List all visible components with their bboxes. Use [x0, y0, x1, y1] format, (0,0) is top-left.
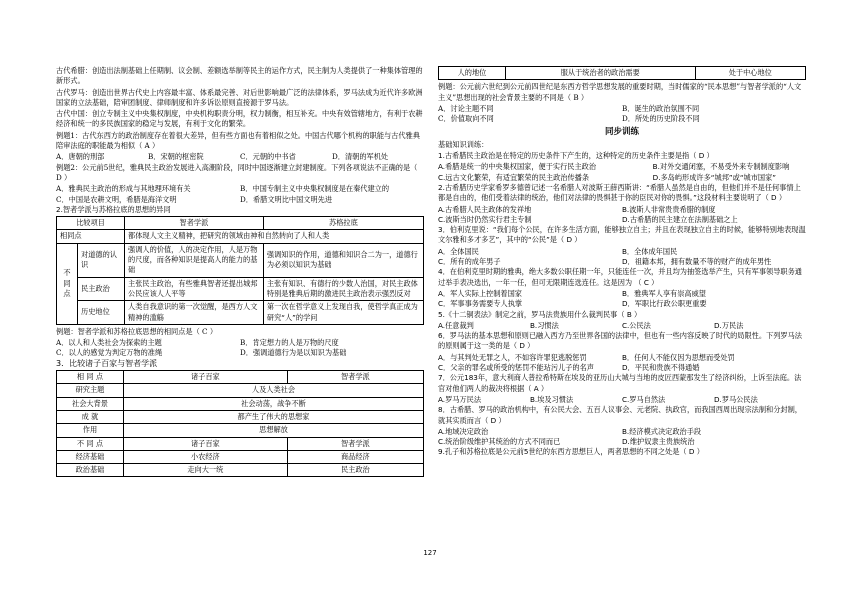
table-row — [57, 464, 424, 477]
table-cell: 人及人类社会 — [124, 384, 424, 397]
option: A.希腊是统一的中央集权国家，便于实行民主政治 — [438, 162, 597, 172]
option: D．祖籍本邦，拥有数量不等的财产的成年男性 — [622, 257, 772, 267]
comparison-table-sophists-socrates — [56, 216, 424, 325]
table-cell: 民主政治 — [78, 277, 125, 301]
question-8-options-b — [438, 437, 806, 447]
table-cell: 第一次在哲学意义上发现自我，使哲学真正成为研究“人”的学问 — [263, 301, 423, 325]
option: A.任意裁判 — [438, 320, 474, 330]
question-1-options-a — [438, 162, 806, 172]
table-cell: 智者学派 — [287, 437, 423, 450]
paragraph-rome: 古代罗马：创造出世界古代史上内容最丰富、体系最完善、对后世影响最广泛的法律体系，罗马法成为近代许多欧洲国家的立法基础，陪审团制度、律师制度和许多诉讼原则直接源于罗马法。 — [56, 87, 423, 107]
option: D.多岛屿形成许多“城邦”或“城市国家” — [652, 172, 777, 182]
option: D.维护奴隶主贵族统治 — [622, 437, 695, 447]
table-cell: 小农经济 — [124, 450, 288, 463]
table-cell: 经济基础 — [57, 450, 124, 463]
option: B．雅典军人享有崇高威望 — [622, 288, 706, 298]
option: A.古希腊人民主政体的发祥地 — [438, 204, 532, 214]
question-6-options-b — [438, 363, 806, 373]
table-cell: 成 就 — [57, 410, 124, 423]
table-header-row — [57, 217, 424, 230]
table-row — [439, 67, 806, 80]
option: C．军事事务需要专人执掌 — [438, 299, 523, 309]
question-8: 8．古希腊、罗马的政治机构中，有公民大会、五百人议事会、元老院、执政官，而我国西周出现宗法制和分封制，就其实质而言（ D ） — [438, 405, 802, 425]
option: D.罗马公民法 — [714, 394, 758, 404]
question-5: 5.《十二铜表法》制定之前，罗马法贵族用什么裁判民事（ B ） — [438, 309, 642, 319]
question-3: 3．伯利克里说：“我们每个公民，在许多生活方面，能够独立自主；并且在表现独立自主的时候，能够特别地表现温文尔雅和多才多艺”，其中的“公民”是（ D ） — [438, 225, 806, 245]
example-4: 例题：公元前六世纪到公元前四世纪是东西方哲学思想发展的重要时期，当时儒家的“民本思想”与智者学派的“人文主义”思想出现的社会背景主要的不同是（ B ） — [438, 82, 802, 102]
table-cell: 作用 — [57, 424, 124, 437]
example-1: 例题1：古代东西方的政治制度存在着很大差异，但有些方面也有着相似之处。中国古代哪个机构的职能与古代雅典陪审法庭的职能最为相似（ A ） — [56, 130, 420, 151]
left-column — [56, 66, 424, 477]
option: B.对外交通闭塞，不易受外来专制制度影响 — [652, 162, 790, 172]
table-header: 苏格拉底 — [263, 217, 423, 230]
option: B．肯定想力的人是万物的尺度 — [240, 338, 339, 348]
section-2-title: 2.智者学派与苏格拉底的思想的异同 — [56, 204, 171, 214]
table-cell: 社会大背景 — [57, 397, 124, 410]
option: A．与其判处无罪之人，不如容许罪犯逃脱惩罚 — [438, 352, 587, 362]
option: D．平民和贵族不得通婚 — [622, 363, 700, 373]
option: D．清朝的军机处 — [332, 152, 389, 162]
question-1-options-b — [438, 173, 806, 183]
table-cell: 研究主题 — [57, 384, 124, 397]
question-6: 6．罗马法的基本思想和原则已融入西方乃至世界各国的法律中，但也有一些内容反映了时代的局限性。下列罗马法的原则属于这一类的是（ D ） — [438, 331, 802, 351]
option: B.习惯法 — [530, 320, 559, 330]
question-8-options-a — [438, 427, 806, 437]
table-header: 智者学派 — [287, 371, 423, 384]
question-3-options-b — [438, 257, 806, 267]
sync-training-title: 同步训练 — [604, 127, 639, 138]
table-cell: 不同点 — [57, 243, 78, 324]
table-header: 相 同 点 — [57, 371, 124, 384]
table-cell: 人类自我意识的第一次觉醒，是西方人文精神的滥觞 — [125, 301, 264, 325]
table-row — [57, 437, 424, 450]
table-row — [57, 397, 424, 410]
table-cell: 政治基础 — [57, 464, 124, 477]
basic-training-title: 基础知识训练： — [438, 139, 489, 149]
table-row — [57, 450, 424, 463]
table-cell: 强调人的价值，人的决定作用，人是万物的尺度，而各种知识是提高人的能力的基础 — [125, 243, 264, 277]
continued-table-row — [438, 66, 806, 80]
table-cell: 对道德的认识 — [78, 243, 125, 277]
option: B．中国专制主义中央集权制度是在秦代建立的 — [240, 184, 390, 194]
option: C.罗马自然法 — [622, 394, 666, 404]
question-4: 4．在伯利克里时期的雅典，绝大多数公职任期一年，只能连任一次，并且均为抽签选举产生，只有军事领导职务通过举手表决选出，一年一任，但可无限期连选连任。这是因为 （ C ） — [438, 267, 802, 287]
table-cell: 诸子百家 — [124, 437, 288, 450]
option: D.万民法 — [714, 320, 744, 330]
option: A．雅典民主政治的形成与其地理环境有关 — [56, 184, 191, 194]
option: B.波斯人非常贵贵希腊的制度 — [622, 204, 716, 214]
option: A．全体国民 — [438, 246, 479, 256]
option: B．全体成年国民 — [622, 246, 678, 256]
example-3-options-a — [56, 338, 424, 348]
option: C．所有的成年男子 — [438, 257, 501, 267]
section-3-title: 3．比较诸子百家与智者学派 — [56, 358, 158, 368]
table-cell: 商品经济 — [287, 450, 423, 463]
option: A.地域决定政治 — [438, 426, 489, 436]
example-4-options-b — [438, 114, 806, 124]
example-3-options-b — [56, 348, 424, 358]
table-cell: 社会动荡，战争不断 — [124, 397, 424, 410]
option: B．宋朝的枢密院 — [148, 152, 204, 162]
question-3-options-a — [438, 247, 806, 257]
table-cell: 民主政治 — [287, 464, 423, 477]
table-row — [57, 230, 424, 243]
table-cell: 处于中心地位 — [695, 67, 805, 80]
example-1-options — [56, 152, 424, 162]
option: B.埃及习惯法 — [530, 394, 574, 404]
option: A．唐朝的刑部 — [56, 152, 105, 162]
option: C．以人的感觉为判定万物的准绳 — [56, 348, 163, 358]
option: A．军人实际上控制着国家 — [438, 288, 522, 298]
option: A．讨论主题不同 — [438, 103, 494, 113]
table-header: 诸子百家 — [124, 371, 288, 384]
table-cell: 服从于统治者的政治需要 — [506, 67, 696, 80]
option: C.公民法 — [622, 320, 651, 330]
table-cell: 强调知识的作用，道德和知识合二为一，道德行为必须以知识为基础 — [263, 243, 423, 277]
comparison-table-schools-sophists — [56, 370, 424, 477]
question-1: 1.古希腊民主政治是在特定的历史条件下产生的，这种特定的历史条件主要是指（ D ） — [438, 151, 714, 161]
option: B.经济模式决定政治手段 — [622, 426, 702, 436]
table-cell: 走向大一统 — [124, 464, 288, 477]
question-4-options-b — [438, 299, 806, 309]
question-6-options-a — [438, 353, 806, 363]
option: C．中国是农耕文明，希腊是海洋文明 — [56, 194, 177, 204]
question-2: 2.古希腊历史学家希罗多德曾记述一名希腊人对波斯王薛西斯讲：“希腊人虽然是自由的，但他们并不是任何事情上都是自由的，他们受着法律的统治，他们对法律的畏惧甚于你的臣民对你的畏惧。”这段材料主要说明了（ D ） — [438, 182, 801, 203]
question-7-options — [438, 395, 806, 405]
paragraph-china: 古代中国：创立专制主义中央集权制度，中央机构职责分明，权力制衡，相互补充。中央有效管辖地方，有利于农耕经济和统一的多民族国家的稳定与发展，有利于文化的繁荣。 — [56, 109, 423, 129]
option: A．以人和人类社会为探索的主题 — [56, 338, 162, 348]
option: C．父亲的罪名或所受的惩罚不能玷污儿子的名声 — [438, 363, 594, 373]
option: C.波斯当时仍然实行君主专制 — [438, 214, 532, 224]
table-header: 比较项目 — [57, 217, 125, 230]
table-row — [57, 277, 424, 301]
table-cell: 都产生了伟大的思想家 — [124, 410, 424, 423]
table-row — [57, 301, 424, 325]
table-row — [57, 424, 424, 437]
option: C．价值取向不同 — [438, 114, 494, 124]
question-9: 9.孔子和苏格拉底是公元前5世纪的东西方思想巨人，两者思想的不同之处是（ D ） — [438, 447, 704, 457]
table-row — [57, 384, 424, 397]
option: D．希腊文明比中国文明先进 — [240, 194, 333, 204]
table-cell: 都体现人文主义精神，把研究的领域由神和自然转向了人和人类 — [125, 230, 424, 243]
option: A.罗马万民法 — [438, 394, 482, 404]
right-column — [438, 66, 806, 459]
table-cell: 思想解放 — [124, 424, 424, 437]
table-cell: 主张民主政治，有些雅典智者还提出城邦公民应该人人平等 — [125, 277, 264, 301]
question-2-options-b — [438, 215, 806, 225]
example-2-options-a — [56, 184, 424, 194]
table-cell: 主张有知识、有德行的少数人治国，对民主政体特别是雅典后期的激进民主政治表示强烈反对 — [263, 277, 423, 301]
paragraph-greece: 古代希腊：创造出法制基础上任期制、议会制、差额选举制等民主的运作方式，民主制为人类提供了一种集体管理的新形式。 — [56, 66, 423, 86]
option: D.古希腊的民主建立在法制基础之上 — [622, 214, 738, 224]
table-header-row — [57, 371, 424, 384]
option: D．军职比行政公职更重要 — [622, 299, 707, 309]
question-2-options-a — [438, 205, 806, 215]
option: B．任何人不能仅因为思想而受处罚 — [622, 352, 735, 362]
table-cell: 人的地位 — [439, 67, 506, 80]
option: B．诞生的政治氛围不同 — [622, 103, 700, 113]
table-cell: 历史地位 — [78, 301, 125, 325]
table-row — [57, 410, 424, 423]
example-3: 例题：智者学派和苏格拉底思想的相同点是（ C ） — [56, 326, 218, 336]
question-5-options — [438, 321, 806, 331]
table-header: 智者学派 — [125, 217, 264, 230]
table-cell: 相同点 — [57, 230, 125, 243]
option: D．强调道德行为是以知识为基础 — [240, 348, 347, 358]
example-2: 例题2：公元前5世纪，雅典民主政治发展进入高潮阶段，同时中国逐渐建立封建制度。下列各项说法不正确的是（ D ） — [56, 162, 418, 182]
option: C.远古文化繁荣，有适宜繁荣的民主政治传播条 — [438, 172, 590, 182]
example-4-options-a — [438, 104, 806, 114]
example-2-options-b — [56, 195, 424, 205]
option: C.统治阶级维护其统治的方式不同而已 — [438, 437, 561, 447]
question-4-options-a — [438, 289, 806, 299]
page-number: 127 — [423, 549, 437, 557]
table-row — [57, 243, 424, 277]
option: C．元朝的中书省 — [240, 152, 296, 162]
option: D．所处的历史阶段不同 — [622, 114, 700, 124]
table-cell: 不 同 点 — [57, 437, 124, 450]
question-7: 7．公元183年，意大利商人普拉希特斯在埃及的亚历山大城与当地的皮匠西蒙那发生了经济纠纷，上诉至法庭。法官对他们两人的裁决将根据（ A ） — [438, 373, 802, 393]
